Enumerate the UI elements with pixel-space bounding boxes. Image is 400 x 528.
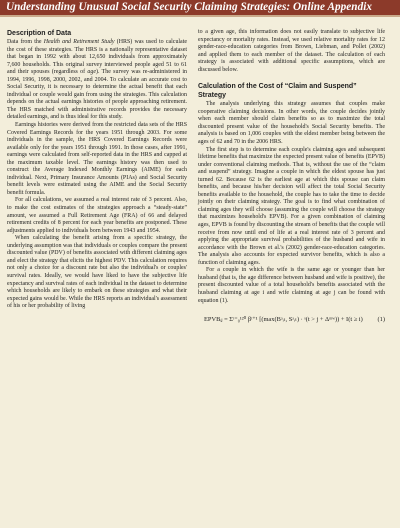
text-run: ). The survey was re-administered in 1994, 1996, 1998, 2000, 2002, and 2004. To calculate an accurate cost to Social Security, it is necessary to determine the actual benefit that each individual or couple would gain from using the strategies. This calculation depends on the actual earnings histories of people approaching retirement. The HRS matched with administrative records provides the necessary detailed earnings, and is thus ideal for this study. — [7, 69, 187, 121]
paragraph-earnings: Earnings histories were derived from the restricted data sets of the HRS Covered Earnings Records for the years 1951 through 2003. For some individuals in the sample, the HRS Covered Earnings Records were available only for the years 1951 through 1991. In those cases, after 1991, earnings were calculated from self-reported data in the HRS and capped at the maximum taxable level. The earnings history was then used to construct the Average Indexed Monthly Earnings (AIME) for each individual. Next, Primary Insurance Amounts (PIAs) and Social Security benefit levels were estimated using the AIME and the Social Security benefit formula. — [7, 122, 187, 196]
page-header — [0, 0, 400, 17]
paragraph-data-intro — [7, 39, 187, 122]
paragraph-benefit-calculation: When calculating the benefit arising from a specific strategy, the underlying assumption was that individuals or couples compare the present discounted value (PDV) of benefits associated with different claiming ages and elect the strategy that elicits the highest PDV. This calculation requires not only a choice for a discount rate but also the individual's or couples' survival rates. Ideally, we would have liked to have the subjective life expectancy and survival rates of each individual in the dataset to determine which households are likely to embark on these strategies and what their expected gains would be. While the HRS reports an individual's assessment of his or her probability of living — [7, 235, 187, 310]
paragraph-analysis: The analysis underlying this strategy assumes that couples make cooperative claiming decisions. In other words, the couple decides jointly when each member should claim benefits so as to maximize the total discounted present value of the household's Social Security benefits. The analysis is based on 1,006 couples with the eldest member being between the ages of 62 and 70 in the 2006 HRS. — [198, 101, 385, 146]
paragraph-assumptions: For all calculations, we assumed a real interest rate of 3 percent. Also, to make the cost estimates of the strategies approach a “steady-state” amount, we assumed a Full Retirement Age (FRA) of 66 and delayed retirement credits of 8 percent for each year benefits are postponed. These adjustments applied to individuals born between 1943 and 1954. — [7, 197, 187, 234]
equation-body: EPVBᵢⱼ = Σᵗ⁼₀¹²⁰ βᵗ⁺¹ [(max(Bᵃᵢₜ, Sᵃᵢₜ) · ˢ(t > j + Δᵐʷ)) + I(t ≥ i) — [204, 316, 363, 324]
text-run-italic: age — [87, 69, 96, 76]
text-run: Data from the — [7, 39, 44, 45]
section-heading-data: Description of Data — [7, 30, 72, 37]
page-title: Understanding Unusual Social Security Claiming Strategies: Online Appendix — [6, 1, 373, 13]
right-column — [198, 29, 385, 324]
equation — [204, 315, 385, 324]
left-column — [7, 29, 187, 311]
text-run: (HRS) was used to calculate the cost of these strategies. The HRS is a nationally representative dataset that began in 1992 with about 12,650 individuals from approximately 7,600 households. This original survey interviewed people aged 51 to 61 and their spouses (regardless of — [7, 39, 187, 76]
section-heading-claim-suspend: Calculation of the Cost of “Claim and Suspend” Strategy — [198, 83, 357, 100]
paragraph-first-step: The first step is to determine each couple's claiming ages and subsequent lifetime benefits that maximize the expected present value of benefits (EPVB) under conventional claiming methods. That is, without the use of the “claim and suspend” strategy. Imagine a couple in which the eldest spouse has just turned 62. Because 62 is the earliest age at which this spouse can claim benefits, and because his/her decision will affect the total Social Security benefits available to the household, the couple has to take the time to decide jointly on their claiming strategy. The goal is to find what combination of claiming ages they will choose (assuming the couple will choose the strategy that maximizes household's EPVB). For a given combination of claiming ages, EPVB is found by discounting the stream of benefits that the couple will receive from now until end of life at a real interest rate of 3 percent and applying the appropriate survival probabilities of the husband and wife in accordance with the Brown et al.'s (2002) gender-race-education categories. The analysis also accounts for expected survivor benefits, which is also a function of claiming ages. — [198, 146, 385, 266]
paragraph-mortality: to a given age, this information does not easily translate to subjective life expectancy or mortality rates. Instead, we used relative mortality rates for 12 gender-race-education categories from Brown, Liebman, and Pollet (2002) and applied them to each member of the dataset. The calculation of each strategy is associated with additional specific assumptions, which are discussed below. — [198, 29, 385, 73]
equation-number: (1) — [377, 316, 385, 324]
text-run-italic: Health and Retirement Study — [43, 39, 115, 45]
paragraph-couple: For a couple in which the wife is the same age or younger than her husband (that is, the age difference between husband and wife is positive), the present discounted value of a total household's benefits associated with the husband claiming at age i and wife claiming at age j can be found with equation (1). — [198, 267, 385, 304]
